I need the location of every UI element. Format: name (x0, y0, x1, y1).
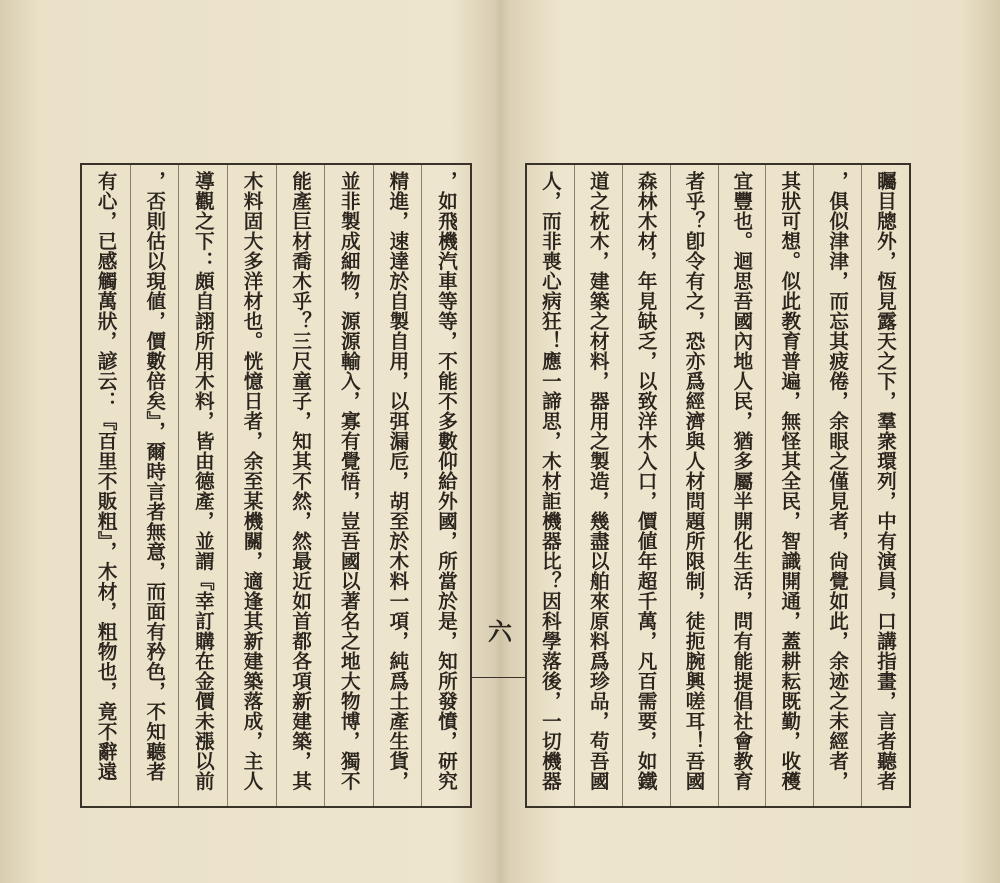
text-column: 其狀可想。似此教育普遍，無怪其全民，智識開通，蓋耕耘既勤，收穫 (765, 165, 813, 806)
page-number: 六 (488, 617, 512, 646)
text-column: 宜豐也。迴思吾國內地人民，猶多屬半開化生活，問有能提倡社會教育 (718, 165, 766, 806)
text-column: ，俱似津津，而忘其疲倦，余眼之僅見者，尙覺如此，余迹之未經者， (813, 165, 861, 806)
text-column: 能產巨材喬木乎？三尺童子，知其不然，然最近如首都各項新建築，其 (276, 165, 325, 806)
text-column: 森林木材，年見缺乏，以致洋木入口，價値年超千萬，凡百需要，如鐵 (622, 165, 670, 806)
text-column: 精進，速達於自製自用，以弭漏卮，胡至於木料一項，純爲土產生貨， (373, 165, 422, 806)
text-column: 人，而非喪心病狂！應一諦思，木材詎機器比？因科學落後，一切機器 (538, 171, 562, 791)
text-column: 道之枕木，建築之材料，器用之製造，幾盡以舶來原料爲珍品，苟吾國 (574, 165, 622, 806)
text-column: ，如飛機汽車等等，不能不多數仰給外國，所當於是，知所發憤，研究 (421, 165, 470, 806)
text-column: 有心，已感觸萬狀，諺云：『百里不販粗』，木材，粗物也，竟不辭遠 (94, 171, 118, 782)
text-column: 並非製成細物，源源輸入，寡有覺悟，豈吾國以著名之地大物博，獨不 (324, 165, 373, 806)
text-column: 木料固大多洋材也。恍憶日者，余至某機關，適逢其新建築落成，主人 (227, 165, 276, 806)
page-number-rule (472, 677, 525, 678)
text-column: 者乎？卽令有之，恐亦爲經濟與人材問題所限制，徒扼腕興嗟耳！吾國 (670, 165, 718, 806)
text-column: 矚目牕外，恆見露天之下，羣衆環列，中有演員，口講指畫，言者聽者 (861, 165, 909, 806)
left-page-text-frame (80, 163, 472, 808)
text-column: ，否則估以現値，價數倍矣』，爾時言者無意，而面有矜色，不知聽者 (130, 165, 179, 806)
right-page-text-frame (525, 163, 911, 808)
text-column: 導觀之下：頗自詡所用木料，皆由德產，並謂『幸訂購在金價未漲以前 (178, 165, 227, 806)
